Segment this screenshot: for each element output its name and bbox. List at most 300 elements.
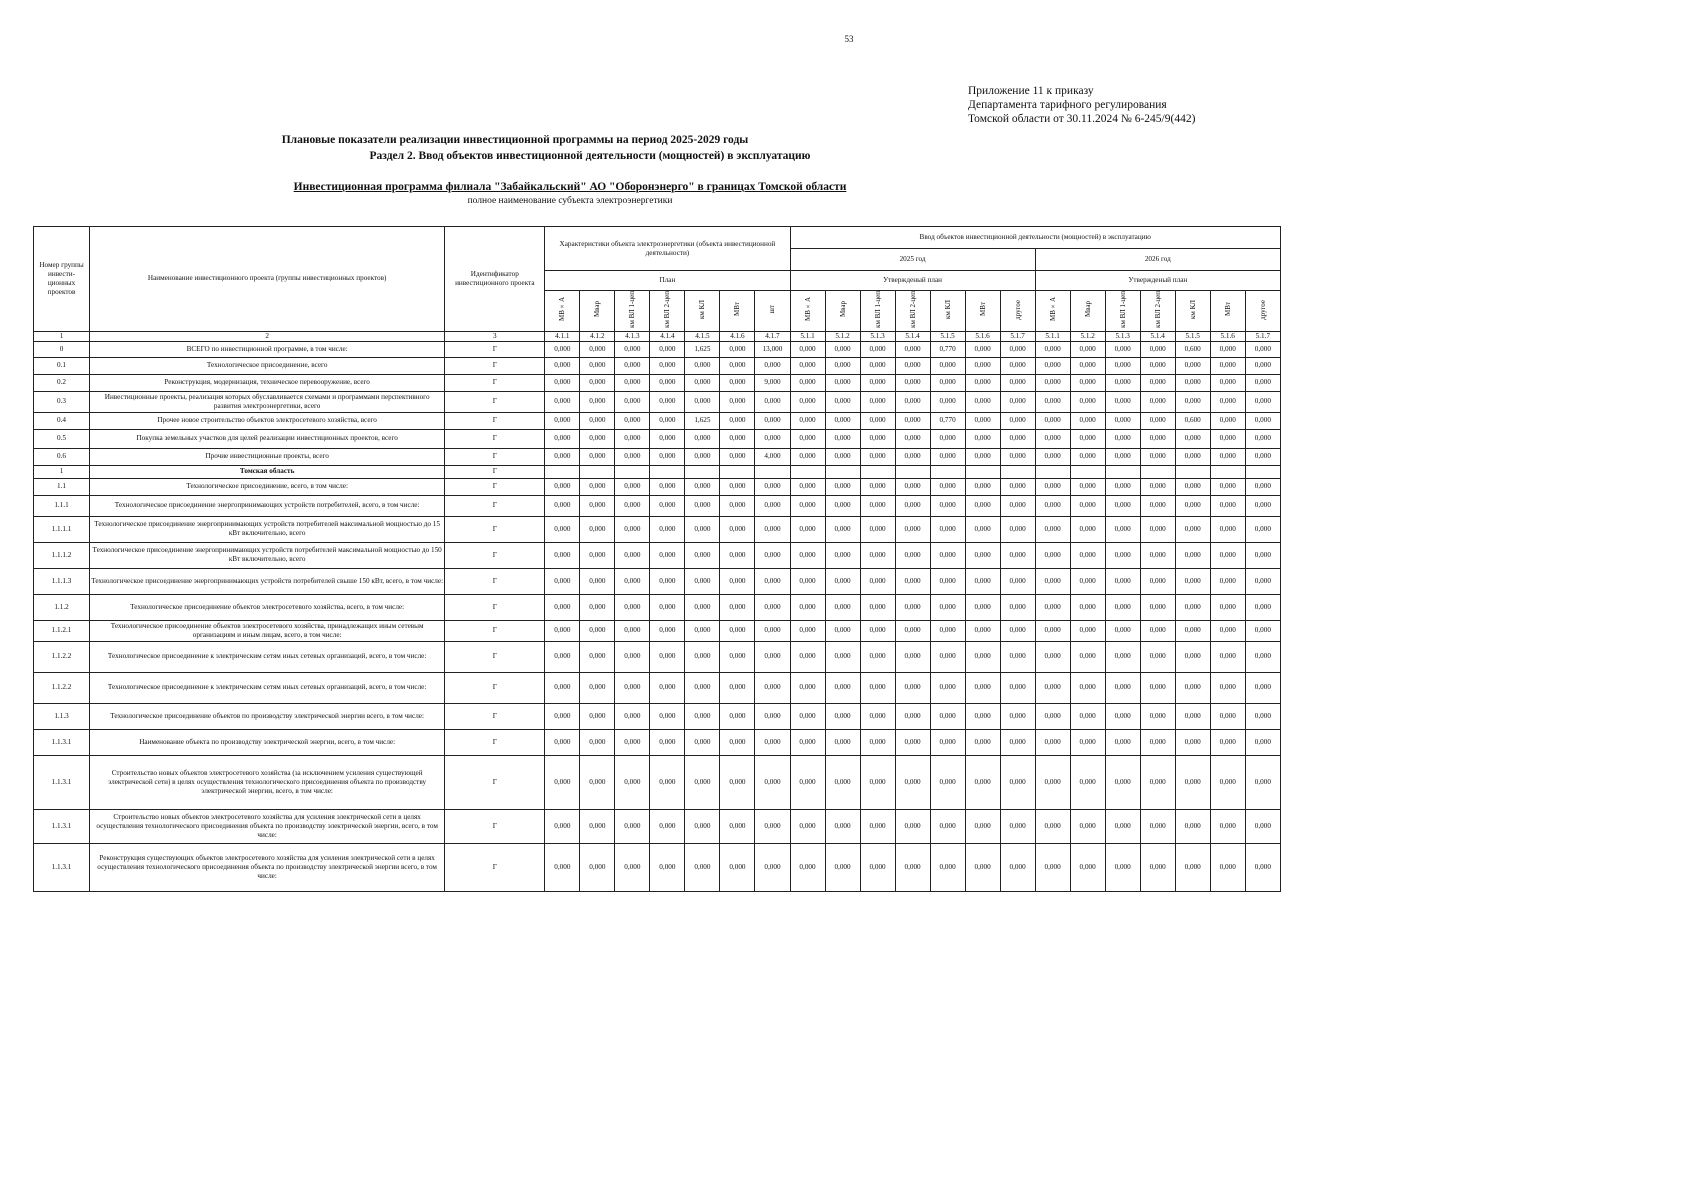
table-row: [34, 478, 1281, 495]
value-cell: 0,000: [1245, 594, 1280, 620]
row-project-name: Покупка земельных участков для целей реализации инвестиционных проектов, всего: [90, 429, 445, 448]
row-identifier: Г: [445, 495, 545, 516]
value-cell: 0,000: [650, 341, 685, 357]
value-cell: 0,000: [1140, 357, 1175, 374]
value-cell: 0,000: [1105, 641, 1140, 672]
value-cell: 0,000: [1210, 594, 1245, 620]
row-identifier: Г: [445, 516, 545, 542]
value-cell: 0,000: [685, 672, 720, 703]
value-cell: 0,000: [1035, 412, 1070, 429]
value-cell: 0,000: [720, 672, 755, 703]
value-cell: 0,000: [895, 641, 930, 672]
value-cell: 0,000: [1140, 495, 1175, 516]
value-cell: 0,000: [720, 568, 755, 594]
value-cell: 0,000: [755, 755, 790, 809]
value-cell: 0,000: [1175, 516, 1210, 542]
value-cell: 0,000: [1105, 542, 1140, 568]
value-cell: 0,000: [1035, 448, 1070, 465]
investment-table: [33, 226, 1281, 892]
value-cell: 0,000: [1140, 429, 1175, 448]
value-cell: 0,000: [545, 755, 580, 809]
value-cell: 0,000: [1140, 374, 1175, 391]
value-cell: 0,000: [1035, 374, 1070, 391]
value-cell: 0,000: [930, 357, 965, 374]
value-cell: 0,000: [1245, 429, 1280, 448]
value-cell: 0,000: [1140, 412, 1175, 429]
value-cell: 0,000: [790, 412, 825, 429]
value-cell: 0,000: [580, 620, 615, 641]
value-cell: 0,000: [615, 391, 650, 412]
value-cell: 0,000: [1035, 516, 1070, 542]
value-cell: 0,000: [545, 672, 580, 703]
value-cell: 0,000: [1245, 620, 1280, 641]
unit-header-label: МВт: [1223, 302, 1232, 317]
value-cell: 0,000: [895, 516, 930, 542]
column-index-cell: 5.1.7: [1245, 331, 1280, 341]
value-cell: 0,000: [1035, 729, 1070, 755]
row-project-name: Технологическое присоединение энергопринимающих устройств потребителей, всего, в том числе:: [90, 495, 445, 516]
row-project-name: Технологическое присоединение объектов электросетевого хозяйства, принадлежащих иным сетевым организациям и иным лицам, всего, в том числе:: [90, 620, 445, 641]
column-index-cell: 5.1.4: [895, 331, 930, 341]
value-cell: 0,000: [1000, 809, 1035, 843]
value-cell: 0,000: [685, 594, 720, 620]
value-cell: 0,000: [650, 516, 685, 542]
value-cell: 0,000: [1105, 620, 1140, 641]
value-cell: 0,000: [790, 672, 825, 703]
value-cell: 0,000: [895, 495, 930, 516]
row-number: 1.1.1.3: [34, 568, 90, 594]
value-cell: [1175, 465, 1210, 478]
table-row: [34, 357, 1281, 374]
value-cell: 0,000: [1000, 729, 1035, 755]
value-cell: 0,000: [895, 620, 930, 641]
value-cell: 0,000: [965, 729, 1000, 755]
value-cell: 0,000: [685, 620, 720, 641]
column-index-cell: 5.1.6: [1210, 331, 1245, 341]
value-cell: [825, 465, 860, 478]
value-cell: 0,000: [685, 729, 720, 755]
value-cell: 0,000: [615, 412, 650, 429]
value-cell: 0,000: [895, 478, 930, 495]
value-cell: 0,000: [720, 478, 755, 495]
table-row: [34, 542, 1281, 568]
value-cell: 0,000: [930, 495, 965, 516]
value-cell: 0,000: [1245, 729, 1280, 755]
value-cell: 0,000: [965, 516, 1000, 542]
row-identifier: Г: [445, 641, 545, 672]
table-row: [34, 594, 1281, 620]
column-index-cell: 4.1.6: [720, 331, 755, 341]
row-project-name: Технологическое присоединение энергопринимающих устройств потребителей максимальной мощностью до 150 кВт включительно, всего: [90, 542, 445, 568]
value-cell: 0,000: [1070, 809, 1105, 843]
column-index-cell: 4.1.7: [755, 331, 790, 341]
value-cell: 0,000: [930, 641, 965, 672]
value-cell: 0,000: [790, 843, 825, 891]
table-row: [34, 341, 1281, 357]
value-cell: 0,000: [685, 448, 720, 465]
value-cell: 0,000: [615, 542, 650, 568]
value-cell: 0,000: [545, 620, 580, 641]
value-cell: 0,000: [1035, 542, 1070, 568]
value-cell: 0,000: [895, 568, 930, 594]
value-cell: 0,000: [685, 478, 720, 495]
value-cell: 0,000: [860, 429, 895, 448]
value-cell: 0,000: [1105, 755, 1140, 809]
value-cell: 0,000: [790, 516, 825, 542]
value-cell: 0,000: [580, 568, 615, 594]
value-cell: 0,000: [965, 391, 1000, 412]
value-cell: 0,000: [895, 448, 930, 465]
value-cell: 9,000: [755, 374, 790, 391]
value-cell: 0,000: [545, 478, 580, 495]
row-project-name: Технологическое присоединение к электрическим сетям иных сетевых организаций, всего, в том числе:: [90, 641, 445, 672]
value-cell: 0,000: [860, 542, 895, 568]
value-cell: 0,000: [1245, 755, 1280, 809]
value-cell: 0,000: [755, 672, 790, 703]
value-cell: 0,000: [650, 755, 685, 809]
value-cell: [720, 465, 755, 478]
row-project-name: Строительство новых объектов электросетевого хозяйства (за исключением усиления существующей электрической сети) в целях осуществления технологического присоединения объекта по производству электрической энергии, всего, в том числе:: [90, 755, 445, 809]
value-cell: [1105, 465, 1140, 478]
value-cell: 0,000: [1105, 391, 1140, 412]
value-cell: 0,000: [860, 672, 895, 703]
value-cell: 0,000: [1140, 568, 1175, 594]
value-cell: 0,000: [895, 341, 930, 357]
value-cell: 0,000: [790, 755, 825, 809]
value-cell: 0,000: [720, 495, 755, 516]
unit-header: [580, 291, 615, 332]
unit-header: [545, 291, 580, 332]
unit-header-label: км ВЛ 1-цеп: [873, 291, 882, 328]
value-cell: 0,000: [895, 594, 930, 620]
row-number: 1.1.2.2: [34, 672, 90, 703]
row-number: 1.1.2.1: [34, 620, 90, 641]
column-index-cell: 5.1.3: [1105, 331, 1140, 341]
value-cell: 0,000: [755, 594, 790, 620]
value-cell: [1070, 465, 1105, 478]
value-cell: 0,000: [755, 516, 790, 542]
row-number: 1.1.3.1: [34, 755, 90, 809]
value-cell: 0,000: [825, 729, 860, 755]
value-cell: 0,000: [790, 594, 825, 620]
value-cell: 0,000: [1000, 357, 1035, 374]
value-cell: 0,000: [860, 357, 895, 374]
value-cell: 0,000: [545, 391, 580, 412]
value-cell: 0,000: [1140, 729, 1175, 755]
value-cell: 0,000: [685, 495, 720, 516]
header-approved-2026: Утвержденый план: [1035, 271, 1280, 291]
value-cell: 0,000: [720, 641, 755, 672]
column-index-row: [34, 331, 1281, 341]
value-cell: 0,000: [1070, 429, 1105, 448]
value-cell: 0,000: [1105, 429, 1140, 448]
value-cell: 0,000: [615, 448, 650, 465]
value-cell: 0,000: [895, 542, 930, 568]
value-cell: 0,000: [1175, 478, 1210, 495]
value-cell: 0,000: [1105, 478, 1140, 495]
header-group-number: Номер группы инвести-ционных проектов: [34, 227, 90, 332]
value-cell: 0,000: [720, 729, 755, 755]
value-cell: 0,000: [1070, 495, 1105, 516]
value-cell: 0,000: [895, 412, 930, 429]
unit-header-label: МВ×А: [558, 297, 567, 322]
unit-header: [825, 291, 860, 332]
value-cell: 0,000: [1175, 809, 1210, 843]
value-cell: 0,000: [860, 641, 895, 672]
row-number: 1.1: [34, 478, 90, 495]
header-year-2025: 2025 год: [790, 249, 1035, 271]
value-cell: 0,000: [1140, 641, 1175, 672]
value-cell: 0,000: [545, 809, 580, 843]
unit-header: [930, 291, 965, 332]
value-cell: 0,000: [1035, 357, 1070, 374]
row-project-name: Инвестиционные проекты, реализация которых обуславливается схемами и программами перспективного развития электроэнергетики, всего: [90, 391, 445, 412]
value-cell: 0,000: [1245, 448, 1280, 465]
value-cell: 0,000: [895, 703, 930, 729]
unit-header-label: км ВЛ 2-цеп: [663, 291, 672, 328]
value-cell: [1210, 465, 1245, 478]
value-cell: 0,000: [650, 495, 685, 516]
value-cell: 0,000: [685, 374, 720, 391]
value-cell: 0,000: [965, 843, 1000, 891]
header-project-name: Наименование инвестиционного проекта (группы инвестиционных проектов): [90, 227, 445, 332]
value-cell: 0,000: [755, 703, 790, 729]
table-row: [34, 374, 1281, 391]
value-cell: 0,000: [650, 641, 685, 672]
value-cell: 0,000: [1245, 542, 1280, 568]
value-cell: 0,000: [1175, 594, 1210, 620]
row-number: 1.1.3.1: [34, 809, 90, 843]
value-cell: 0,000: [930, 391, 965, 412]
value-cell: [1245, 465, 1280, 478]
value-cell: 0,000: [1245, 809, 1280, 843]
value-cell: 0,000: [825, 412, 860, 429]
value-cell: 0,000: [1035, 568, 1070, 594]
value-cell: 0,000: [825, 755, 860, 809]
value-cell: 0,000: [1210, 478, 1245, 495]
unit-header: [720, 291, 755, 332]
value-cell: 0,000: [1070, 374, 1105, 391]
row-project-name: Технологическое присоединение к электрическим сетям иных сетевых организаций, всего, в том числе:: [90, 672, 445, 703]
row-number: 1.1.1: [34, 495, 90, 516]
value-cell: 0,000: [1175, 672, 1210, 703]
value-cell: 0,000: [580, 594, 615, 620]
column-index-cell: 5.1.2: [1070, 331, 1105, 341]
table-row: [34, 620, 1281, 641]
table-row: [34, 391, 1281, 412]
value-cell: 0,000: [895, 672, 930, 703]
value-cell: 0,000: [965, 495, 1000, 516]
value-cell: 0,000: [790, 729, 825, 755]
value-cell: 0,000: [615, 620, 650, 641]
value-cell: 0,000: [1175, 755, 1210, 809]
value-cell: 0,000: [1035, 703, 1070, 729]
value-cell: [1035, 465, 1070, 478]
value-cell: 0,000: [685, 568, 720, 594]
title-line-2: Раздел 2. Ввод объектов инвестиционной деятельности (мощностей) в эксплуатацию: [369, 150, 811, 162]
value-cell: 0,000: [650, 843, 685, 891]
column-index-cell: 5.1.3: [860, 331, 895, 341]
value-cell: 0,000: [685, 542, 720, 568]
value-cell: 0,000: [545, 843, 580, 891]
value-cell: 0,000: [1070, 672, 1105, 703]
value-cell: 0,000: [895, 729, 930, 755]
value-cell: 0,000: [1105, 568, 1140, 594]
value-cell: 0,000: [860, 448, 895, 465]
value-cell: 0,000: [755, 843, 790, 891]
unit-header-label: км ВЛ 2-цеп: [908, 291, 917, 328]
row-number: 0: [34, 341, 90, 357]
row-identifier: Г: [445, 465, 545, 478]
value-cell: 0,000: [1035, 620, 1070, 641]
value-cell: 0,000: [860, 391, 895, 412]
value-cell: 0,000: [825, 672, 860, 703]
row-number: 1.1.2: [34, 594, 90, 620]
value-cell: 0,000: [615, 478, 650, 495]
value-cell: 0,000: [545, 542, 580, 568]
document-title: [140, 132, 1000, 164]
value-cell: 0,000: [825, 594, 860, 620]
value-cell: 0,000: [650, 412, 685, 429]
unit-header: [755, 291, 790, 332]
unit-header-label: Мвар: [838, 301, 847, 318]
unit-header-label: км ВЛ 1-цеп: [628, 291, 637, 328]
value-cell: 0,000: [545, 374, 580, 391]
value-cell: 0,000: [685, 809, 720, 843]
value-cell: 0,000: [1070, 448, 1105, 465]
table-row: [34, 843, 1281, 891]
value-cell: 0,000: [1140, 703, 1175, 729]
title-line-1: Плановые показатели реализации инвестиционной программы на период 2025-2029 годы: [281, 134, 749, 146]
row-identifier: Г: [445, 568, 545, 594]
table-row: [34, 516, 1281, 542]
row-project-name: Строительство новых объектов электросетевого хозяйства для усиления электрической сети в целях осуществления технологического присоединения объекта по производству электрической энергии, всего, в том числе:: [90, 809, 445, 843]
value-cell: 0,000: [1035, 391, 1070, 412]
value-cell: 0,000: [1000, 594, 1035, 620]
row-project-name: Технологическое присоединение объектов по производству электрической энергии всего, в том числе:: [90, 703, 445, 729]
value-cell: 0,000: [860, 568, 895, 594]
value-cell: 0,000: [720, 374, 755, 391]
value-cell: 0,000: [545, 641, 580, 672]
unit-header-label: МВт: [978, 302, 987, 317]
value-cell: 0,000: [1000, 429, 1035, 448]
unit-header: [1210, 291, 1245, 332]
value-cell: 0,000: [825, 516, 860, 542]
appendix-line-3: Томской области от 30.11.2024 № 6-245/9(442): [968, 113, 1196, 125]
value-cell: 0,000: [860, 594, 895, 620]
value-cell: 0,000: [545, 448, 580, 465]
value-cell: 0,000: [1245, 391, 1280, 412]
column-index-cell: 1: [34, 331, 90, 341]
value-cell: 0,000: [965, 809, 1000, 843]
column-index-cell: 5.1.6: [965, 331, 1000, 341]
row-project-name: Прочие инвестиционные проекты, всего: [90, 448, 445, 465]
value-cell: 0,000: [1210, 391, 1245, 412]
value-cell: [930, 465, 965, 478]
value-cell: 0,000: [685, 516, 720, 542]
value-cell: 0,000: [1175, 357, 1210, 374]
value-cell: [650, 465, 685, 478]
value-cell: 0,000: [965, 620, 1000, 641]
value-cell: 0,000: [615, 374, 650, 391]
value-cell: 0,000: [720, 412, 755, 429]
value-cell: [685, 465, 720, 478]
value-cell: 4,000: [755, 448, 790, 465]
header-approved-2025: Утвержденый план: [790, 271, 1035, 291]
value-cell: 0,000: [1175, 429, 1210, 448]
value-cell: 0,000: [895, 429, 930, 448]
unit-header-label: шт: [768, 305, 777, 314]
value-cell: 0,000: [1210, 620, 1245, 641]
value-cell: 0,000: [1175, 620, 1210, 641]
value-cell: 0,000: [545, 429, 580, 448]
value-cell: 0,000: [615, 495, 650, 516]
value-cell: 0,000: [615, 703, 650, 729]
row-identifier: Г: [445, 374, 545, 391]
value-cell: 0,000: [860, 478, 895, 495]
row-identifier: Г: [445, 429, 545, 448]
value-cell: 0,000: [1000, 620, 1035, 641]
value-cell: 0,000: [1210, 703, 1245, 729]
value-cell: 0,000: [1140, 542, 1175, 568]
value-cell: [755, 465, 790, 478]
value-cell: 0,000: [650, 429, 685, 448]
value-cell: 0,000: [650, 672, 685, 703]
row-identifier: Г: [445, 703, 545, 729]
row-project-name: Томская область: [90, 465, 445, 478]
value-cell: 0,000: [790, 809, 825, 843]
value-cell: 0,000: [1210, 843, 1245, 891]
value-cell: 0,000: [1210, 495, 1245, 516]
unit-header: [1070, 291, 1105, 332]
value-cell: 0,000: [580, 357, 615, 374]
unit-header: [860, 291, 895, 332]
value-cell: 0,000: [720, 341, 755, 357]
value-cell: 0,000: [1035, 594, 1070, 620]
row-project-name: Реконструкция, модернизация, техническое перевооружение, всего: [90, 374, 445, 391]
unit-header-label: МВ×А: [1048, 297, 1057, 322]
value-cell: 0,000: [1210, 429, 1245, 448]
table-row: [34, 809, 1281, 843]
value-cell: 0,000: [930, 594, 965, 620]
value-cell: 0,000: [790, 391, 825, 412]
value-cell: 0,000: [685, 357, 720, 374]
column-index-cell: 2: [90, 331, 445, 341]
value-cell: 0,000: [545, 568, 580, 594]
value-cell: 0,000: [1140, 341, 1175, 357]
row-identifier: Г: [445, 809, 545, 843]
value-cell: 0,000: [580, 755, 615, 809]
value-cell: 0,000: [790, 495, 825, 516]
table-row: [34, 495, 1281, 516]
value-cell: [860, 465, 895, 478]
value-cell: 0,000: [615, 594, 650, 620]
value-cell: 0,000: [650, 391, 685, 412]
subject-name: Инвестиционная программа филиала "Забайкальский" АО "Оборонэнерго" в границах Томской области: [293, 181, 847, 193]
value-cell: [895, 465, 930, 478]
value-cell: 0,000: [965, 412, 1000, 429]
value-cell: 0,000: [720, 594, 755, 620]
value-cell: 0,000: [1070, 391, 1105, 412]
value-cell: 0,000: [790, 448, 825, 465]
value-cell: 0,000: [580, 809, 615, 843]
value-cell: 0,000: [965, 429, 1000, 448]
value-cell: 0,000: [825, 495, 860, 516]
value-cell: 0,000: [965, 703, 1000, 729]
unit-header-label: Мвар: [593, 301, 602, 318]
row-number: 0.3: [34, 391, 90, 412]
value-cell: 0,000: [650, 478, 685, 495]
